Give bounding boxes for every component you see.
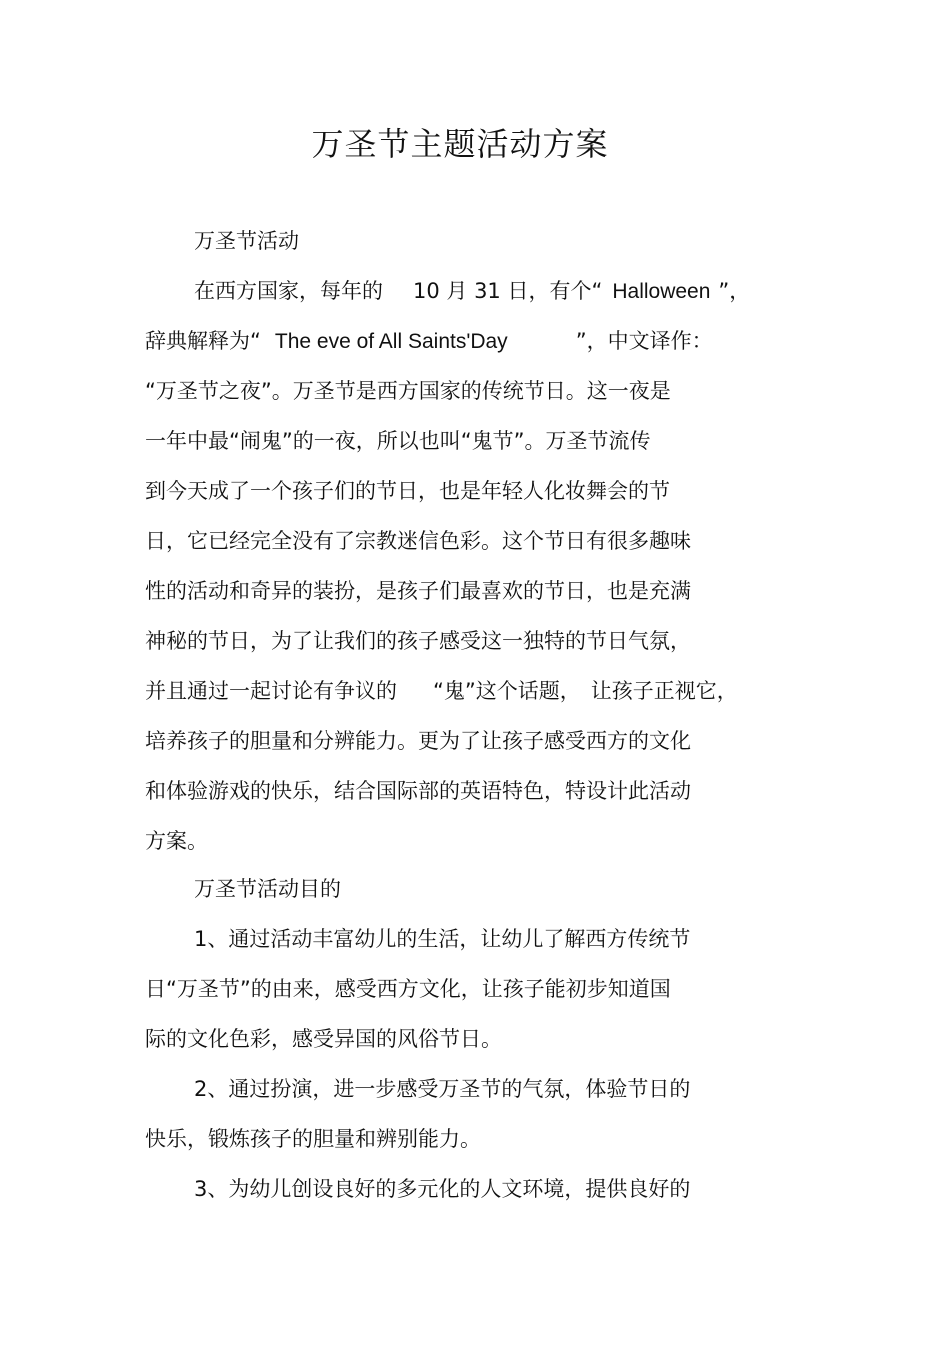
text-run: 并且通过一起讨论有争议的 xyxy=(145,679,397,703)
paragraph-line: 和体验游戏的快乐，结合国际部的英语特色，特设计此活动 xyxy=(145,779,691,803)
goal-1-line: 1、通过活动丰富幼儿的生活，让幼儿了解西方传统节 xyxy=(194,927,691,951)
goal-1-line: 际的文化色彩，感受异国的风俗节日。 xyxy=(145,1027,502,1051)
paragraph-line xyxy=(145,676,738,706)
goal-1-line: 日“万圣节”的由来，感受西方文化，让孩子能初步知道国 xyxy=(145,977,671,1001)
paragraph-line: 神秘的节日，为了让我们的孩子感受这一独特的节日气氛， xyxy=(145,629,691,653)
paragraph-line xyxy=(194,276,750,307)
text-run: Halloween xyxy=(612,280,711,303)
section-heading-activity: 万圣节活动 xyxy=(194,229,299,253)
paragraph-line: 一年中最“闹鬼”的一夜，所以也叫“鬼节”。万圣节流传 xyxy=(145,429,651,453)
paragraph-line: 方案。 xyxy=(145,829,208,853)
text-run: ”，中文译作： xyxy=(575,329,713,353)
text-run: 辞典解释为“ xyxy=(145,329,261,353)
paragraph-line: 性的活动和奇异的装扮，是孩子们最喜欢的节日，也是充满 xyxy=(145,579,691,603)
text-run: 在西方国家，每年的 xyxy=(194,279,383,303)
text-run: 让孩子正视它， xyxy=(590,679,738,703)
goal-3-line: 3、为幼儿创设良好的多元化的人文环境，提供良好的 xyxy=(194,1177,691,1201)
text-run: The eve of All Saints'Day xyxy=(274,330,508,353)
text-run: ”， xyxy=(718,279,751,303)
paragraph-line: “万圣节之夜”。万圣节是西方国家的传统节日。这一夜是 xyxy=(145,379,671,403)
document-title: 万圣节主题活动方案 xyxy=(311,125,609,163)
text-run: “鬼”这个话题， xyxy=(433,679,581,703)
paragraph-line xyxy=(145,326,713,357)
goal-2-line: 2、通过扮演，进一步感受万圣节的气氛，体验节日的 xyxy=(194,1077,691,1101)
paragraph-line: 培养孩子的胆量和分辨能力。更为了让孩子感受西方的文化 xyxy=(145,729,691,753)
section-heading-goals: 万圣节活动目的 xyxy=(194,877,341,901)
goal-2-line: 快乐，锻炼孩子的胆量和辨别能力。 xyxy=(145,1127,481,1151)
paragraph-line: 日，它已经完全没有了宗教迷信色彩。这个节日有很多趣味 xyxy=(145,529,691,553)
paragraph-line: 到今天成了一个孩子们的节日，也是年轻人化妆舞会的节 xyxy=(145,479,670,503)
text-run: 10 月 31 日，有个“ xyxy=(413,279,603,303)
